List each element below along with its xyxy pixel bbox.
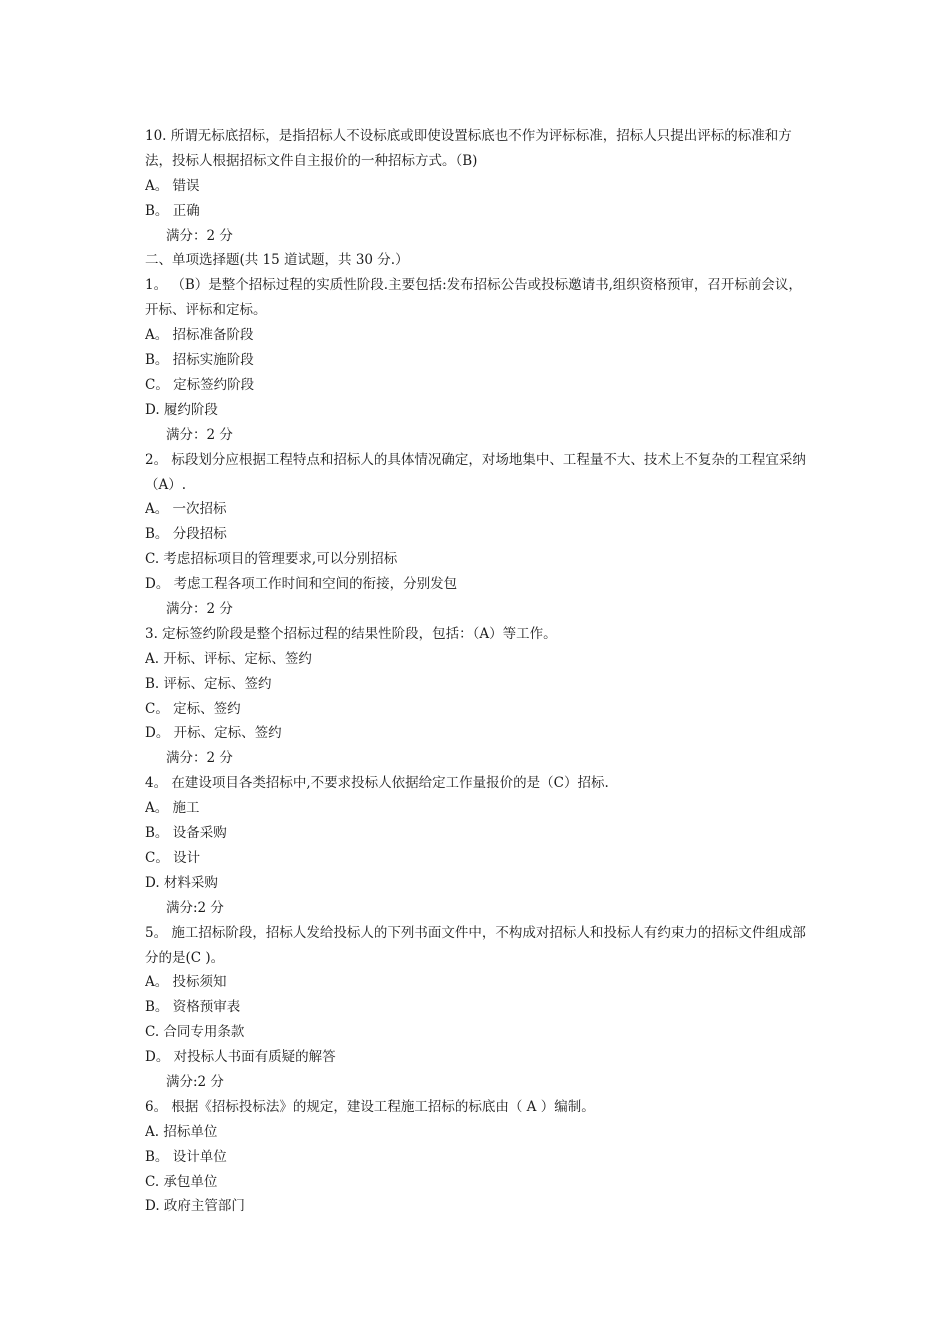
text-line: D。 开标、定标、签约	[145, 725, 282, 742]
score-line: 满分:2 分	[166, 1073, 224, 1090]
text-line: C。 定标签约阶段	[145, 376, 255, 393]
text-line: 2。 标段划分应根据工程特点和招标人的具体情况确定，对场地集中、工程量不大、技术上不复杂的工程宜采纳（A）.	[145, 451, 806, 493]
score-line: 满分：2 分	[166, 227, 233, 244]
text-line: C。 定标、签约	[145, 700, 241, 717]
text-line: 1。 （B）是整个招标过程的实质性阶段.主要包括:发布招标公告或投标邀请书,组织资格预审，召开标前会议，开标、评标和定标。	[145, 277, 802, 319]
text-line: C。 设计	[145, 849, 201, 866]
text-line: 4。 在建设项目各类招标中,不要求投标人依据给定工作量报价的是（C）招标.	[145, 775, 609, 792]
text-line: 二、单项选择题(共 15 道试题，共 30 分.）	[145, 252, 409, 269]
text-line: A。 投标须知	[145, 974, 227, 991]
text-line: B。 招标实施阶段	[145, 352, 254, 369]
text-line: D. 履约阶段	[145, 401, 218, 418]
score-line: 满分：2 分	[166, 426, 233, 443]
text-line: A. 招标单位	[145, 1123, 218, 1140]
text-line: D。 对投标人书面有质疑的解答	[145, 1049, 336, 1066]
text-line: A。 招标准备阶段	[145, 327, 254, 344]
text-line: 6。 根据《招标投标法》的规定，建设工程施工招标的标底由（ A ）编制。	[145, 1098, 595, 1115]
score-line: 满分：2 分	[166, 601, 233, 618]
text-line: C. 考虑招标项目的管理要求,可以分别招标	[145, 551, 398, 568]
text-line: 10. 所谓无标底招标，是指招标人不设标底或即使设置标底也不作为评标标准，招标人只提出评标的标准和方法，投标人根据招标文件自主报价的一种招标方式。（B)	[145, 128, 792, 169]
score-line: 满分:2 分	[166, 899, 224, 916]
text-line: B。 设备采购	[145, 825, 227, 842]
score-line: 满分：2 分	[166, 750, 233, 767]
text-line: B. 评标、定标、签约	[145, 675, 272, 692]
text-line: B。 设计单位	[145, 1148, 227, 1165]
text-line: B。 分段招标	[145, 526, 227, 543]
text-line: D. 政府主管部门	[145, 1198, 245, 1215]
text-line: A。 施工	[145, 800, 200, 817]
text-line: B。 资格预审表	[145, 999, 241, 1016]
text-line: A。 错误	[145, 177, 200, 194]
text-line: C. 合同专用条款	[145, 1024, 245, 1041]
text-line: 3. 定标签约阶段是整个招标过程的结果性阶段，包括：（A）等工作。	[145, 625, 557, 642]
text-line: B。 正确	[145, 202, 200, 219]
document-page	[145, 124, 810, 1219]
text-line: A. 开标、评标、定标、签约	[145, 650, 312, 667]
text-line: D. 材料采购	[145, 874, 218, 891]
text-line: C. 承包单位	[145, 1173, 218, 1190]
text-line: 5。 施工招标阶段，招标人发给投标人的下列书面文件中，不构成对招标人和投标人有约束力的招标文件组成部分的是(C )。	[145, 924, 806, 966]
text-line: D。 考虑工程各项工作时间和空间的衔接，分别发包	[145, 576, 458, 593]
text-line: A。 一次招标	[145, 501, 227, 518]
